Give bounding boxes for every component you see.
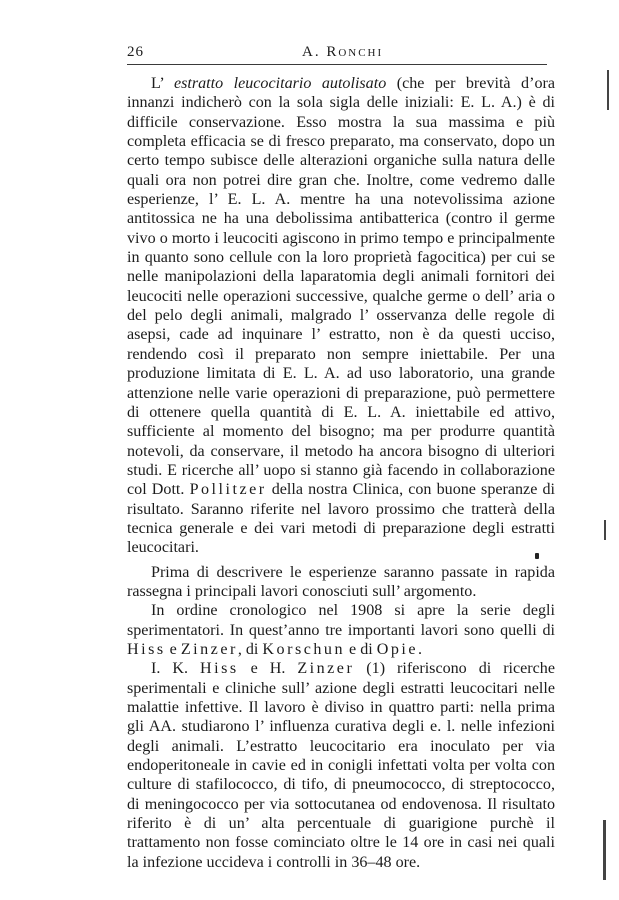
- body-text: [127, 74, 555, 872]
- author-name: Zinzer: [180, 640, 238, 658]
- paragraph: [127, 601, 555, 659]
- scan-edge-mark: [603, 820, 606, 880]
- paragraph: [127, 74, 555, 558]
- header-rule: [127, 64, 547, 65]
- text-run: (che per brevità d’ora innanzi indicherò con la sola sigla delle iniziali: E. L. A.) è di difficile conservazione. Esso mostra la sua massima e più completa efficacia se di fresco preparato, ma conservato, dopo un certo tempo subisce delle alterazioni organiche sulla natura delle quali ora non potrei dire gran che. Inoltre, come vedremo dalle esperienze, l’ E. L. A. mentre ha una notevolissima azione antitossica ne ha una debolissima antibatterica (contro il germe vivo o morto i leucociti agiscono in primo tempo e principalmente in quanto sono cellule con la loro proprietà fagocitica) per cui se nelle manipolazioni della laparatomia degli animali fornitori dei leucociti nelle operazioni successive, qualche germe o dell’ aria o del pelo degli animali, malgrado l’ osservanza delle regole di asepsi, cade ad inquinare l’ estratto, non è da questi ucciso, rendendo così il preparato non sempre iniettabile. Per una produzione limitata di E. L. A. ad uso laboratorio, una grande attenzione nelle varie operazioni di preparazione, può permettere di ottenere quella quantità di E. L. A. iniettabile ed attivo, sufficiente al momento del bisogno; ma per produrre quantità notevoli, da conservare, il metodo ha ancora bisogno di ulteriori studi. E ricerche all’ uopo si stanno già facendo in collaborazione col Dott.: [127, 75, 555, 499]
- ink-mark: [535, 553, 539, 559]
- author-name: Hiss: [199, 660, 239, 678]
- author-name: Zinzer: [297, 660, 355, 678]
- author-name: Korschun: [262, 640, 345, 658]
- running-head: A. Ronchi: [302, 44, 384, 60]
- text-run: .: [418, 640, 423, 658]
- author-name: Pollitzer: [189, 481, 267, 499]
- text-run: I. K.: [151, 660, 200, 678]
- text-run: della nostra Clinica, con buone speranze di risultato. Saranno riferite nel lavoro prossimo che tratterà della tecnica generale e dei vari metodi di preparazione degli estratti leucocitari.: [127, 481, 555, 557]
- text-run: L’: [151, 75, 174, 92]
- author-name: Opie: [376, 640, 419, 658]
- paragraph: Prima di descrivere le esperienze saranno passate in rapida rassegna i principali lavori conosciuti sull’ argomento.: [127, 563, 555, 600]
- author-name: Hiss: [127, 640, 166, 658]
- page-header: [127, 38, 547, 62]
- scan-edge-mark: [604, 520, 606, 540]
- page-number: 26: [127, 44, 144, 60]
- text-run: In ordine cronologico nel 1908 si apre la serie degli sperimentatori. In quest’anno tre importanti lavori sono quelli di: [127, 602, 555, 639]
- text-run: e: [165, 640, 181, 658]
- text-run: , di: [237, 640, 263, 658]
- paragraph: [127, 659, 555, 872]
- text-run: (1) riferiscono di ricerche sperimentali e cliniche sull’ azione degli estratti leucocitari nelle malattie infettive. Il lavoro è diviso in quattro parti: nella prima gli AA. studiarono l’ influenza curativa degli e. l. nelle infezioni degli animali. L’estratto leucocitario era inoculato per via endoperitoneale in cavie ed in conigli infettati volta per volta con culture di stafilococco, di tifo, di pneumococco, di streptococco, di meningococco per via sottocutanea od endovenosa. Il risultato riferito è di un’ alta percentuale di guarigione purchè il trattamento non fosse cominciato oltre le 14 ore in casi nei quali la infezione uccideva i controlli in 36–48 ore.: [127, 660, 556, 871]
- text-run: e di: [345, 640, 377, 658]
- scan-edge-mark: [607, 70, 609, 110]
- text-run: e H.: [238, 660, 298, 678]
- italic-term: estratto leucocitario autolisato: [173, 75, 387, 92]
